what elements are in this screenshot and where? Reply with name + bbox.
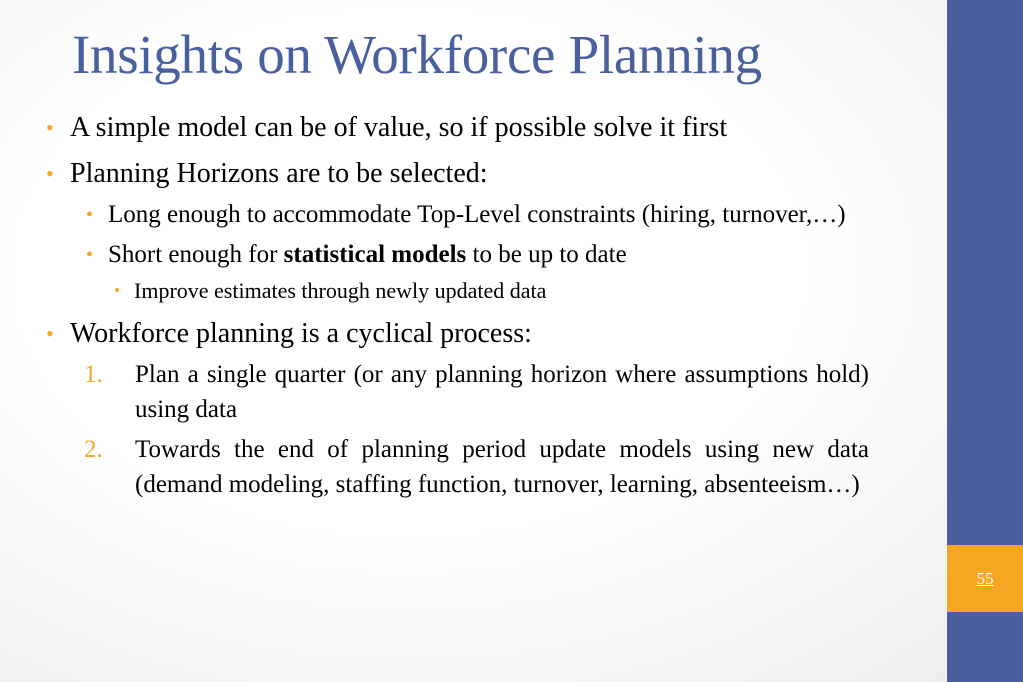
numbered-text: Towards the end of planning period update models using new data (demand modeling, staffing function, turnover, learning, absenteeism…) — [135, 436, 869, 498]
bullet-text: Workforce planning is a cyclical process: — [70, 318, 532, 349]
bullet-text: Improve estimates through newly updated data — [134, 278, 547, 303]
bullet-text: Long enough to accommodate Top-Level constraints (hiring, turnover,…) — [108, 201, 846, 228]
bullet-marker: • — [114, 281, 120, 300]
page-number: 55 — [976, 568, 994, 588]
bullet-item — [46, 316, 869, 352]
page-number-box — [947, 545, 1023, 612]
bullet-text: A simple model can be of value, so if possible solve it first — [70, 112, 728, 143]
bullet-text-emphasis: statistical models — [283, 241, 467, 268]
number-marker: 1. — [84, 361, 103, 388]
sub-bullet-item — [46, 198, 869, 232]
numbered-text: Plan a single quarter (or any planning horizon where assumptions hold) using data — [135, 361, 869, 423]
slide-title: Insights on Workforce Planning — [72, 24, 762, 85]
bullet-item — [46, 156, 869, 192]
numbered-item — [46, 432, 869, 502]
slide-body — [46, 110, 869, 502]
bullet-text-prefix: Short enough for — [108, 241, 284, 268]
bullet-item — [46, 110, 869, 146]
bullet-text: Planning Horizons are to be selected: — [70, 158, 488, 189]
bullet-marker: • — [86, 204, 94, 226]
bullet-marker: • — [86, 244, 94, 266]
sub-bullet-item — [46, 238, 869, 272]
bullet-marker: • — [46, 321, 54, 346]
number-marker: 2. — [84, 436, 103, 463]
numbered-item — [46, 357, 869, 427]
bullet-text-suffix: to be up to date — [466, 241, 627, 268]
sub-sub-bullet-item — [46, 276, 869, 306]
bullet-marker: • — [46, 115, 54, 140]
bullet-marker: • — [46, 161, 54, 186]
